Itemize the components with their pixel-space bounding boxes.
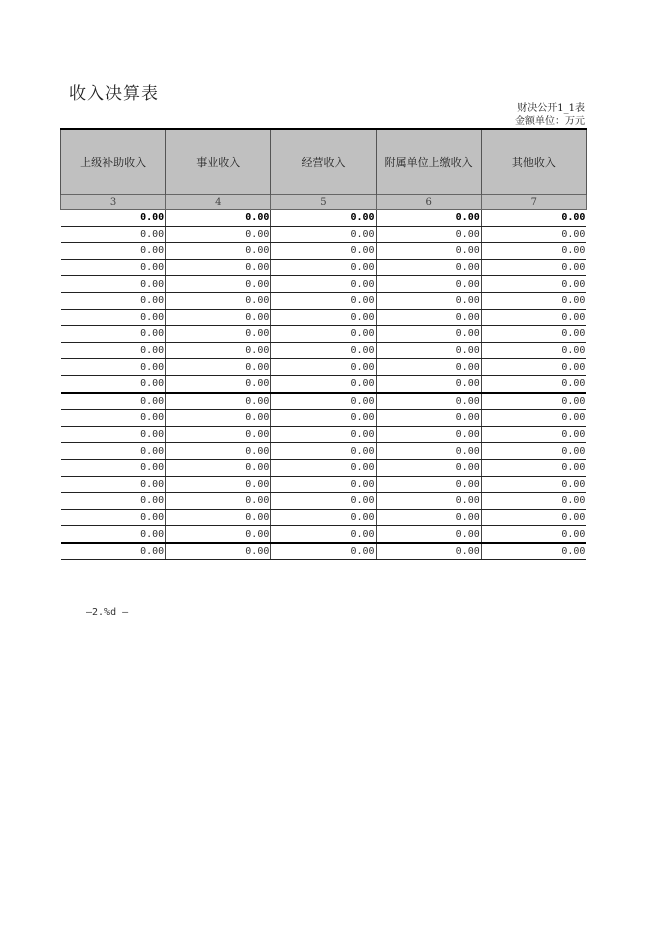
table-row bbox=[61, 426, 587, 443]
table-row bbox=[61, 326, 587, 343]
table-cell: 0.00 bbox=[61, 393, 166, 410]
table-cell: 0.00 bbox=[166, 259, 271, 276]
table-cell: 0.00 bbox=[166, 210, 271, 227]
table-cell: 0.00 bbox=[376, 243, 481, 260]
column-index: 5 bbox=[271, 195, 376, 210]
table-cell: 0.00 bbox=[271, 292, 376, 309]
table-cell: 0.00 bbox=[481, 259, 586, 276]
table-cell: 0.00 bbox=[376, 259, 481, 276]
table-cell: 0.00 bbox=[481, 410, 586, 427]
table-cell: 0.00 bbox=[481, 359, 586, 376]
table-cell: 0.00 bbox=[271, 276, 376, 293]
table-cell: 0.00 bbox=[166, 326, 271, 343]
table-cell: 0.00 bbox=[61, 243, 166, 260]
table-cell: 0.00 bbox=[166, 375, 271, 392]
page-footer: —2.%d — bbox=[86, 607, 129, 618]
col-header-affiliated-remittance: 附属单位上缴收入 bbox=[376, 129, 481, 195]
table-cell: 0.00 bbox=[376, 375, 481, 392]
table-row bbox=[61, 292, 587, 309]
table-cell: 0.00 bbox=[376, 426, 481, 443]
table-cell: 0.00 bbox=[376, 543, 481, 560]
table-cell: 0.00 bbox=[481, 292, 586, 309]
table-cell: 0.00 bbox=[271, 326, 376, 343]
table-cell: 0.00 bbox=[166, 292, 271, 309]
table-cell: 0.00 bbox=[166, 526, 271, 543]
table-cell: 0.00 bbox=[166, 226, 271, 243]
table-row bbox=[61, 443, 587, 460]
table-cell: 0.00 bbox=[481, 210, 586, 227]
table-row bbox=[61, 509, 587, 526]
table-cell: 0.00 bbox=[166, 426, 271, 443]
table-cell: 0.00 bbox=[61, 326, 166, 343]
table-cell: 0.00 bbox=[61, 375, 166, 392]
table-cell: 0.00 bbox=[376, 476, 481, 493]
table-cell: 0.00 bbox=[61, 459, 166, 476]
table-cell: 0.00 bbox=[481, 226, 586, 243]
table-cell: 0.00 bbox=[376, 210, 481, 227]
table-cell: 0.00 bbox=[61, 476, 166, 493]
table-cell: 0.00 bbox=[271, 342, 376, 359]
table-row bbox=[61, 410, 587, 427]
table-cell: 0.00 bbox=[271, 259, 376, 276]
table-cell: 0.00 bbox=[376, 326, 481, 343]
table-cell: 0.00 bbox=[166, 509, 271, 526]
table-cell: 0.00 bbox=[61, 443, 166, 460]
table-cell: 0.00 bbox=[271, 443, 376, 460]
table-row bbox=[61, 259, 587, 276]
table-cell: 0.00 bbox=[481, 276, 586, 293]
table-cell: 0.00 bbox=[61, 410, 166, 427]
table-cell: 0.00 bbox=[271, 426, 376, 443]
table-cell: 0.00 bbox=[376, 342, 481, 359]
table-cell: 0.00 bbox=[271, 359, 376, 376]
table-cell: 0.00 bbox=[481, 326, 586, 343]
table-cell: 0.00 bbox=[166, 443, 271, 460]
table-cell: 0.00 bbox=[271, 210, 376, 227]
page-title: 收入决算表 bbox=[69, 84, 159, 104]
table-cell: 0.00 bbox=[376, 393, 481, 410]
table-cell: 0.00 bbox=[271, 509, 376, 526]
table-row bbox=[61, 493, 587, 510]
table-cell: 0.00 bbox=[271, 476, 376, 493]
table-cell: 0.00 bbox=[481, 443, 586, 460]
table-cell: 0.00 bbox=[271, 543, 376, 560]
table-row bbox=[61, 543, 587, 560]
table-cell: 0.00 bbox=[166, 359, 271, 376]
table-cell: 0.00 bbox=[61, 226, 166, 243]
table-cell: 0.00 bbox=[61, 426, 166, 443]
table-cell: 0.00 bbox=[481, 493, 586, 510]
table-cell: 0.00 bbox=[481, 526, 586, 543]
table-cell: 0.00 bbox=[166, 309, 271, 326]
table-cell: 0.00 bbox=[271, 375, 376, 392]
table-cell: 0.00 bbox=[376, 292, 481, 309]
table-row bbox=[61, 309, 587, 326]
table-cell: 0.00 bbox=[61, 259, 166, 276]
table-cell: 0.00 bbox=[271, 410, 376, 427]
table-cell: 0.00 bbox=[166, 276, 271, 293]
table-cell: 0.00 bbox=[166, 543, 271, 560]
table-cell: 0.00 bbox=[271, 226, 376, 243]
col-header-superior-subsidy: 上级补助收入 bbox=[61, 129, 166, 195]
column-index: 6 bbox=[376, 195, 481, 210]
table-cell: 0.00 bbox=[271, 526, 376, 543]
table-cell: 0.00 bbox=[376, 359, 481, 376]
table-cell: 0.00 bbox=[166, 410, 271, 427]
amount-unit: 金额单位：万元 bbox=[515, 116, 585, 127]
table-row bbox=[61, 243, 587, 260]
table-cell: 0.00 bbox=[61, 526, 166, 543]
table-cell: 0.00 bbox=[271, 459, 376, 476]
table-total-row bbox=[61, 210, 587, 227]
table-cell: 0.00 bbox=[61, 276, 166, 293]
table-cell: 0.00 bbox=[271, 493, 376, 510]
table-cell: 0.00 bbox=[376, 443, 481, 460]
table-cell: 0.00 bbox=[481, 476, 586, 493]
header-row bbox=[61, 129, 587, 195]
table-cell: 0.00 bbox=[61, 493, 166, 510]
table-cell: 0.00 bbox=[376, 459, 481, 476]
column-index: 4 bbox=[166, 195, 271, 210]
table-cell: 0.00 bbox=[166, 342, 271, 359]
table-cell: 0.00 bbox=[166, 243, 271, 260]
table-cell: 0.00 bbox=[376, 309, 481, 326]
table-cell: 0.00 bbox=[376, 493, 481, 510]
table-row bbox=[61, 226, 587, 243]
form-code: 财决公开1_1表 bbox=[517, 103, 585, 114]
table-cell: 0.00 bbox=[166, 493, 271, 510]
table-cell: 0.00 bbox=[166, 476, 271, 493]
table-cell: 0.00 bbox=[481, 393, 586, 410]
column-index: 3 bbox=[61, 195, 166, 210]
column-index-row bbox=[61, 195, 587, 210]
table-row bbox=[61, 476, 587, 493]
col-header-operating-income: 经营收入 bbox=[271, 129, 376, 195]
table-cell: 0.00 bbox=[271, 393, 376, 410]
table-cell: 0.00 bbox=[481, 309, 586, 326]
table-cell: 0.00 bbox=[481, 375, 586, 392]
table-cell: 0.00 bbox=[481, 543, 586, 560]
col-header-other-income: 其他收入 bbox=[481, 129, 586, 195]
table-cell: 0.00 bbox=[376, 526, 481, 543]
table-cell: 0.00 bbox=[376, 276, 481, 293]
table-cell: 0.00 bbox=[61, 309, 166, 326]
table-row bbox=[61, 393, 587, 410]
table-cell: 0.00 bbox=[166, 393, 271, 410]
column-index: 7 bbox=[481, 195, 586, 210]
table-cell: 0.00 bbox=[376, 226, 481, 243]
table-cell: 0.00 bbox=[61, 359, 166, 376]
table-cell: 0.00 bbox=[481, 509, 586, 526]
table-cell: 0.00 bbox=[61, 210, 166, 227]
table-row bbox=[61, 342, 587, 359]
income-table bbox=[60, 128, 587, 560]
table-cell: 0.00 bbox=[481, 342, 586, 359]
table-cell: 0.00 bbox=[271, 243, 376, 260]
table-cell: 0.00 bbox=[481, 243, 586, 260]
table-cell: 0.00 bbox=[376, 410, 481, 427]
table-row bbox=[61, 526, 587, 543]
table-cell: 0.00 bbox=[271, 309, 376, 326]
table-cell: 0.00 bbox=[61, 292, 166, 309]
table-cell: 0.00 bbox=[61, 342, 166, 359]
table-cell: 0.00 bbox=[61, 509, 166, 526]
table-row bbox=[61, 375, 587, 392]
table-row bbox=[61, 276, 587, 293]
table-cell: 0.00 bbox=[481, 426, 586, 443]
table-cell: 0.00 bbox=[376, 509, 481, 526]
table-cell: 0.00 bbox=[61, 543, 166, 560]
table-row bbox=[61, 459, 587, 476]
table-row bbox=[61, 359, 587, 376]
table-cell: 0.00 bbox=[166, 459, 271, 476]
table-cell: 0.00 bbox=[481, 459, 586, 476]
col-header-business-income: 事业收入 bbox=[166, 129, 271, 195]
